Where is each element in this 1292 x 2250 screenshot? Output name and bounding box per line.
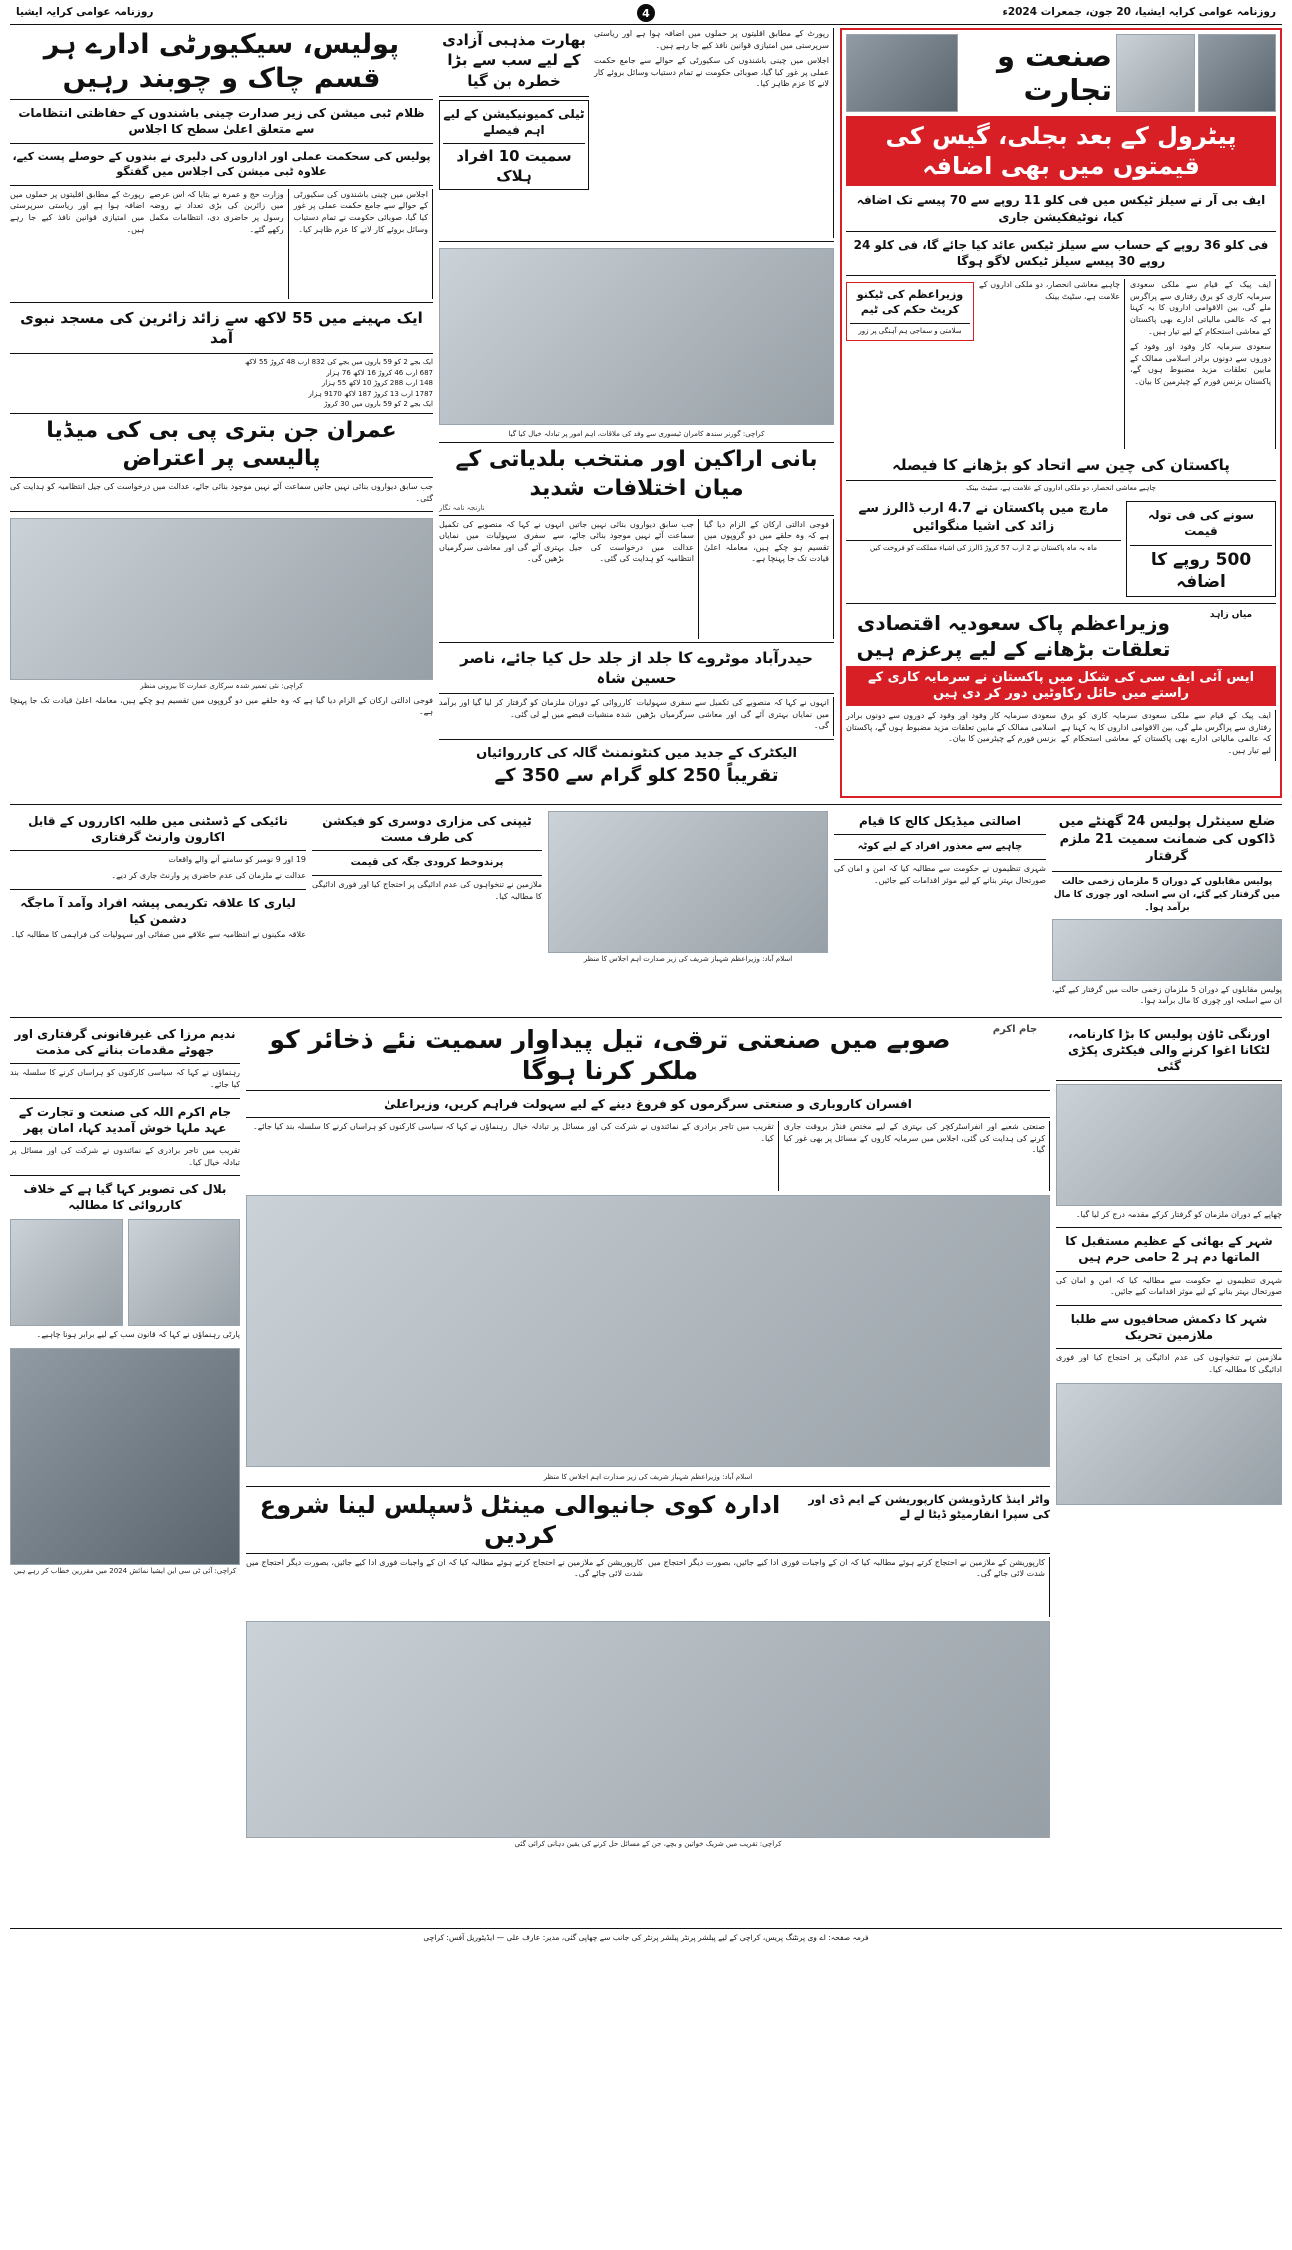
stats-row-0: ایک بجے 2 کو 59 باروں میں بجے کی 832 ارب 48 کروڑ 55 لاکھ bbox=[244, 358, 433, 367]
building-body-p: فوجی ادالتی ارکان کے الزام دیا گیا ہے کہ وہ حلقے میں دو گروپوں میں تقسیم ہو چکے ہیں، معاملہ اعلیٰ قیادت تک جا پہنچا ہے۔ bbox=[10, 695, 433, 717]
med-college-headline: اصالتی میڈیکل کالج کا قیام bbox=[858, 814, 1022, 828]
tech-expo-body-2 bbox=[246, 1557, 643, 1617]
bilawal-headline: بلال کی تصویر کہا گیا ہے کے خلاف کارروائی کا مطالبہ bbox=[23, 1182, 227, 1213]
box-gold bbox=[1126, 501, 1276, 597]
signing-ceremony-caption: کراچی: گورنر سندھ کامران ٹیسوری سے وفد کی ملاقات، اہم امور پر تبادلہ خیال کیا گیا bbox=[508, 430, 765, 438]
islamabad-meeting-column bbox=[548, 811, 828, 1011]
lower-right-column bbox=[1056, 1024, 1282, 1924]
bani-gala-byline: نارنجہ نامہ نگار bbox=[439, 503, 485, 512]
police-body-3-p: رپورٹ کے مطابق اقلیتوں پر حملوں میں اضافہ ہوا ہے اور ریاستی سرپرستی میں امتیازی قوانین نافذ کیے جا رہے ہیں۔ bbox=[10, 189, 145, 234]
ship-photo bbox=[1198, 34, 1277, 112]
top-left-column bbox=[10, 28, 433, 798]
power-load-column bbox=[312, 811, 542, 1011]
itcn-asia-expo-photo bbox=[10, 1348, 240, 1565]
city-police-headline: ضلع سینٹرل پولیس 24 گھنٹے میں ڈاکوں کی ضمانت سمیت 21 ملزم گرفتار bbox=[1058, 814, 1276, 865]
factory-body-3-p: رہنماؤں نے کہا کہ سیاسی کارکنوں کو ہراساں کرنے کا سلسلہ بند کیا جائے۔ bbox=[252, 1122, 508, 1132]
mid-text-a-p: رپورٹ کے مطابق اقلیتوں پر حملوں میں اضافہ ہوا ہے اور ریاستی سرپرستی میں امتیازی قوانین نافذ کیے جا رہے ہیں۔ bbox=[594, 29, 829, 50]
hyd-body-2-p: کارروائی کے دوران ملزمان کو گرفتار کر لیا گیا اور برآمد شدہ منشیات قبضے میں لے لی گئی۔ bbox=[439, 698, 632, 719]
stats-row-2: 148 ارب 288 کروڑ 10 لاکھ 55 ہزار bbox=[321, 379, 433, 388]
police-security-sub: ظلام ٹبی میشن کی زیر صدارت چینی باشندوں کے حفاظتی انتظامات سے متعلق اعلیٰ سطح کا اجلاس bbox=[18, 105, 425, 137]
business-main-banner: پیٹرول کے بعد بجلی، گیس کی قیمتوں میں بھی اضافہ bbox=[846, 116, 1276, 186]
bani-body-2 bbox=[569, 519, 699, 639]
power-load-sub: پرندوخط کرودی جگہ کی قیمت bbox=[350, 857, 504, 869]
bani-body-2-p: جب سابق دیواروں بنائی نہیں جاتیں سماعت آئے نہیں موجود بنائی جائے، عدالت میں درخواست کی جیل انتظامیہ کو ہدایت کی گئی۔ bbox=[569, 519, 694, 564]
business-col-b-text: چاہیے معاشی انحصار، دو ملکی اداروں کے علامت ہے، سٹیٹ بینک bbox=[979, 280, 1120, 301]
rawalpindi-body-p: عدالت نے ملزمان کی عدم حاضری پر وارنٹ جاری کر دیے۔ bbox=[111, 870, 306, 880]
portrait-photo bbox=[1056, 1383, 1282, 1505]
group-photo bbox=[246, 1621, 1050, 1838]
judiciary-body bbox=[10, 481, 433, 508]
stats-row-1: 687 ارب 46 کروڑ 16 لاکھ 76 ہزار bbox=[326, 368, 433, 377]
section-divider-1 bbox=[10, 804, 1282, 805]
transport-body-p: ملازمین نے تنخواہوں کی عدم ادائیگی پر احتجاج کیا اور فوری ادائیگی کا مطالبہ کیا۔ bbox=[1056, 1353, 1282, 1374]
police-security-headline: پولیس، سیکیورٹی ادارے ہر قسم چاک و چوبند رہیں bbox=[43, 29, 400, 94]
box-imports-body: ماہ بہ ماہ پاکستان نے 2 ارب 57 کروڑ ڈالرز کی اشیاء مملکت کو فروخت کیں bbox=[869, 544, 1098, 553]
rawalpindi-body bbox=[10, 854, 306, 885]
lower-region bbox=[10, 1024, 1282, 1924]
drug-bust-headline: الیکٹرک کے جدید میں کنٹونمنٹ گالہ کی کارروائیاں bbox=[476, 745, 797, 761]
tech-expo-body-1 bbox=[648, 1557, 1050, 1617]
page-number: 4 bbox=[637, 4, 655, 22]
section-divider-2 bbox=[10, 1017, 1282, 1018]
business-section bbox=[840, 28, 1282, 798]
karachi-crime-headline: شہر کے بھائی کے عظیم مستقبل کا الماتھا دم ہر 2 حامی حرم ہیں bbox=[1065, 1234, 1273, 1265]
business-subhead-1: ایف بی آر نے سیلز ٹیکس میں فی کلو 11 روپے سے 70 پیسے تک اضافہ کیا، نوٹیفکیشن جاری bbox=[856, 193, 1266, 224]
telecom-box bbox=[439, 100, 589, 190]
nadeem-headline: ندیم مرزا کی غیرقانونی گرفتاری اور جھوٹے مقدمات بنانے کی مذمت bbox=[14, 1027, 236, 1058]
bani-body-3 bbox=[439, 519, 564, 639]
conference-hall-caption: اسلام آباد: وزیراعظم شہباز شریف کی زیر صدارت اہم اجلاس کا منظر bbox=[543, 1473, 753, 1482]
factory-byline: جام اکرم bbox=[992, 1024, 1038, 1035]
factory-headline: صوبے میں صنعتی ترقی، تیل پیداوار سمیت نئے ذخائر کو ملکر کرنا ہوگا bbox=[269, 1025, 951, 1086]
pm-subhead: ایس آئی ایف سی کی شکل میں پاکستان نے سرمایہ کاری کے راستے میں حائل رکاوٹیں دور کر دی ہیں bbox=[846, 666, 1276, 707]
box-technocrat-body: سلامتی و سماجی ہم آہنگی پر زور bbox=[858, 326, 962, 335]
business-col-a-text2: سعودی سرمایہ کار وفود اور وفود کے دوروں سے دونوں برادر اسلامی ممالک کے مابین تعلقات مزید مضبوط ہوں گے، پاکستان بزنس فورم کے چیئرمین کا بیان۔ bbox=[1130, 342, 1271, 386]
orangi-body bbox=[1056, 1209, 1282, 1225]
police-body-1 bbox=[294, 189, 433, 299]
business-header bbox=[846, 34, 1276, 112]
business-col-b bbox=[979, 279, 1125, 449]
middle-region bbox=[10, 811, 1282, 1011]
city-police-body-p: پولیس مقابلوں کے دوران 5 ملزمان زخمی حالت میں گرفتار کیے گئے، ان سے اسلحہ اور چوری کا مال برآمد ہوا۔ bbox=[1052, 984, 1282, 1006]
leader-portrait-1 bbox=[128, 1219, 241, 1326]
top-middle-column bbox=[439, 28, 834, 798]
power-load-headline: ٹیپنی کی مزاری دوسری کو فیکشن کی طرف مست bbox=[322, 814, 532, 845]
building-body bbox=[10, 695, 433, 722]
med-college-sub: چاہیے سے معذور افراد کے لیے کوٹہ bbox=[857, 841, 1023, 853]
box-china-body: چاہیے معاشی انحصار، دو ملکی اداروں کے علامت ہے، سٹیٹ بینک bbox=[966, 484, 1156, 493]
mid-text-a-p2: اجلاس میں چینی باشندوں کی سکیورٹی کے حوالے سے جامع حکمت عملی پر غور کیا گیا، صوبائی حکومت نے تمام دستیاب وسائل بروئے کار لانے کا عزم ظاہر کیا۔ bbox=[594, 56, 829, 89]
medical-college-column bbox=[834, 811, 1046, 1011]
orangi-suspects-photo bbox=[1056, 1084, 1282, 1206]
lower-center-column bbox=[246, 1024, 1050, 1924]
police-body-1-p: اجلاس میں چینی باشندوں کی سکیورٹی کے حوالے سے جامع حکمت عملی پر غور کیا گیا، صوبائی حکومت نے تمام دستیاب وسائل بروئے کار لانے کا عزم ظاہر کیا۔ bbox=[293, 189, 428, 234]
jam-ikram-headline: جام اکرم اللہ کی صنعت و تجارت کے عہد ملہا خوش آمدید کہا، امان پھر bbox=[18, 1104, 232, 1135]
box-technocrat-heading: وزیراعظم کی ٹیکنو کریٹ حکم کی ٹیم bbox=[856, 288, 964, 317]
telecom-headline: ٹیلی کمیونیکیشن کے لیے اہم فیصلے bbox=[443, 106, 585, 137]
business-header-photos bbox=[1116, 34, 1276, 112]
bilawal-body bbox=[10, 1329, 240, 1345]
tech-expo-sub: واٹر اینڈ کارڈویشن کارپوریشن کے ایم ڈی اور کی سپرا انفارمیٹو ڈیٹا لے لے bbox=[808, 1492, 1050, 1522]
pm-body-text1: ایف پیک کے قیام سے ملکی سعودی سرمایہ کاری کو برق رفتاری سے پراگرس ملے گی، بین الاقوامی اداروں کا یہ کہنا ہے کہ عالمی مالیاتی ادارے بھی پاکستان کے معاشی استحکام کے لیے تیار ہیں۔ bbox=[1061, 711, 1271, 756]
mosque-headline: ایک مہینے میں 55 لاکھ سے زائد زائرین کی مسجد نبوی آمد bbox=[20, 308, 423, 348]
liyari-body-p: علاقہ مکینوں نے انتظامیہ سے علاقے میں صفائی اور سہولیات کی فراہمی کا مطالبہ کیا۔ bbox=[10, 929, 306, 939]
jam-ikram-body-p: تقریب میں تاجر برادری کے نمائندوں نے شرکت کی اور مسائل پر تبادلہ خیال کیا۔ bbox=[10, 1145, 240, 1167]
nadeem-body-p: رہنماؤں نے کہا کہ سیاسی کارکنوں کو ہراساں کرنے کا سلسلہ بند کیا جائے۔ bbox=[10, 1068, 240, 1089]
med-college-body-p: شہری تنظیموں نے حکومت سے مطالبہ کیا کہ امن و امان کی صورتحال بہتر بنانے کے لیے موثر اقدامات کیے جائیں۔ bbox=[834, 864, 1046, 885]
judiciary-body-p: جب سابق دیواروں بنائی نہیں جاتیں سماعت آئے نہیں موجود بنائی جائے، عدالت میں درخواست کی جیل انتظامیہ کو ہدایت کی گئی۔ bbox=[10, 482, 433, 503]
drug-bust-sub: تقریباً 250 کلو گرام سے 350 کے bbox=[494, 765, 779, 787]
rawalpindi-headline: نائیکی کے ڈسٹنی میں طلبہ اکارروں کے قابل اکارون وارنٹ گرفتاری bbox=[28, 814, 288, 845]
islamabad-meeting-photo bbox=[548, 811, 828, 953]
nadeem-body bbox=[10, 1067, 240, 1094]
tech-expo-body-2-p: کارپوریشن کے ملازمین نے احتجاج کرتے ہوئے مطالبہ کیا کہ ان کے واجبات فوری ادا کیے جائیں، بصورت دیگر احتجاج میں شدت لائی جائے گی۔ bbox=[246, 1557, 643, 1579]
bilawal-body-p: پارٹی رہنماؤں نے کہا کہ قانون سب کے لیے برابر ہونا چاہیے۔ bbox=[36, 1329, 240, 1339]
conference-hall-photo bbox=[246, 1195, 1050, 1467]
police-security-sub2: پولیس کی سحکمت عملی اور اداروں کی دلیری نے بندوں کے حوصلے پست کیے، علاوہ ٹبی میشن کی اجلاس میں گفتگو bbox=[12, 150, 431, 179]
india-headline: بھارت مذہبی آزادی کے لیے سب سے بڑا خطرہ بن گیا bbox=[442, 31, 586, 90]
orangi-body-p: چھاپے کے دوران ملزمان کو گرفتار کرکے مقدمہ درج کر لیا گیا۔ bbox=[1075, 1209, 1282, 1219]
building-exterior-caption: کراچی: نئی تعمیر شدہ سرکاری عمارت کا بیرونی منظر bbox=[140, 682, 303, 691]
pm-body-col1 bbox=[1061, 710, 1276, 760]
pm-byline: میاں زاہد bbox=[1209, 609, 1253, 620]
box-gold-body: 500 روپے کا اضافہ bbox=[1150, 549, 1252, 592]
power-load-body-p: ملازمین نے تنخواہوں کی عدم ادائیگی پر احتجاج کیا اور فوری ادائیگی کا مطالبہ کیا۔ bbox=[312, 880, 542, 901]
building-exterior-photo bbox=[10, 518, 433, 680]
box-imports-heading: مارچ میں پاکستان نے 4.7 ارب ڈالرز سے زائد کی اشیا منگوائیں bbox=[858, 501, 1109, 534]
stats-table bbox=[10, 357, 433, 410]
liyari-headline: لیاری کا علاقہ تکریمی پیشہ افراد وآمد آ ماجگہ دشمن کیا bbox=[20, 895, 296, 926]
tech-expo-body-1-p: کارپوریشن کے ملازمین نے احتجاج کرتے ہوئے مطالبہ کیا کہ ان کے واجبات فوری ادا کیے جائیں، بصورت دیگر احتجاج میں شدت لائی جائے گی۔ bbox=[648, 1557, 1045, 1579]
hyd-body-1-p: انہوں نے کہا کہ منصوبے کی تکمیل سے سفری سہولیات میں نمایاں بہتری آئے گی اور معاشی سرگرمیاں بڑھیں گی۔ bbox=[636, 698, 829, 731]
police-body-2 bbox=[149, 189, 288, 299]
transport-body bbox=[1056, 1352, 1282, 1379]
pm-headline: وزیراعظم پاک سعودیہ اقتصادی تعلقات بڑھانے کے لیے پرعزم ہیں bbox=[856, 610, 1171, 661]
hyd-body-1 bbox=[637, 697, 835, 736]
liyari-body bbox=[10, 929, 306, 945]
box-gold-heading: سونے کی فی تولہ قیمت bbox=[1147, 508, 1255, 539]
telecom-sub: سمیت 10 افراد ہلاک bbox=[456, 147, 572, 185]
orangi-headline: اورنگی ٹاؤن پولیس کا بڑا کارنامہ، لٹکانا اغوا کرنے والی فیکٹری پکڑی گئی bbox=[1067, 1027, 1271, 1074]
itcn-asia-caption: کراچی: آئی ٹی سی این ایشیا نمائش 2024 میں مقررین خطاب کر رہے ہیں bbox=[13, 1567, 237, 1576]
box-technocrat bbox=[846, 282, 974, 340]
pm-body-col2 bbox=[846, 710, 1056, 760]
arrested-suspects-photo bbox=[1052, 919, 1282, 981]
hyd-body-2 bbox=[439, 697, 632, 736]
business-subhead-2: فی کلو 36 روپے کے حساب سے سیلز ٹیکس عائد کیا جائے گا، فی کلو 24 روپے 30 پیسے سیلز ٹیکس لاگو ہوگا bbox=[853, 237, 1269, 269]
factory-sub: افسران کاروباری و صنعتی سرگرموں کو فروغ دینے کے لیے سہولت فراہم کریں، وزیراعلیٰ bbox=[384, 1096, 912, 1111]
pm-body-text2: سعودی سرمایہ کار وفود اور وفود کے دوروں سے دونوں برادر اسلامی ممالک کے مابین تعلقات مزید مضبوط ہوں گے، پاکستان بزنس فورم کے چیئرمین کا بیان۔ bbox=[846, 711, 1056, 744]
rawalpindi-sub: 19 اور 9 نومبر کو سامنے آنے والے واقعات bbox=[168, 855, 306, 865]
group-photo-caption: کراچی: تقریب میں شریک خواتین و بچے، جن کے مسائل حل کرنے کی یقین دہانی کرائی گئی bbox=[514, 1839, 782, 1848]
bani-body-1 bbox=[704, 519, 834, 639]
hyderabad-headline: حیدرآباد موٹروے کا جلد از جلد حل کیا جائے، ناصر حسین شاہ bbox=[460, 648, 813, 687]
factory-body-1 bbox=[784, 1121, 1050, 1191]
city-police-sub: پولیس مقابلوں کے دوران 5 ملزمان زخمی حالت میں گرفتار کیے گئے، ان سے اسلحہ اور چوری کا مال برآمد ہوا۔ bbox=[1053, 877, 1281, 913]
leader-portrait-2 bbox=[10, 1219, 123, 1326]
stats-row-3: 1787 ارب 13 کروڑ 187 لاکھ 9170 ہزار bbox=[308, 389, 433, 398]
tech-expo-headline: ادارہ کوی جانیوالی مینٹل ڈسپلس لینا شروع کردیں bbox=[259, 1490, 781, 1549]
rawalpindi-column bbox=[10, 811, 306, 1011]
masthead-right-title: روزنامہ عوامی کرایہ ایشیا bbox=[16, 6, 154, 18]
police-body-3 bbox=[10, 189, 144, 299]
karachi-crime-body bbox=[1056, 1275, 1282, 1302]
factory-body-2-p: تقریب میں تاجر برادری کے نمائندوں نے شرکت کی اور مسائل پر تبادلہ خیال کیا۔ bbox=[512, 1122, 774, 1143]
lower-left-column bbox=[10, 1024, 240, 1924]
bani-body-3-p: انہوں نے کہا کہ منصوبے کی تکمیل سے سفری سہولیات میں نمایاں بہتری آئے گی اور معاشی سرگرمیاں بڑھیں گی۔ bbox=[439, 519, 564, 564]
business-col-a-text: ایف پیک کے قیام سے ملکی سعودی سرمایہ کاری کو برق رفتاری سے پراگرس ملے گی، بین الاقوامی اداروں کا یہ کہنا ہے کہ عالمی مالیاتی ادارے بھی پاکستان کے معاشی استحکام کے لیے تیار ہیں۔ bbox=[1130, 280, 1271, 336]
bani-gala-headline: بانی اراکین اور منتخب بلدیاتی کے میان اختلافات شدید bbox=[455, 447, 818, 502]
factory-body-1-p: صنعتی شعبے اور انفراسٹرکچر کی بہتری کے لیے مختص فنڈز بروقت جاری کرنے کی ہدایت کی گئی، اجلاس میں سرمایہ کاروں کے مسائل پر بھی غور کیا گیا۔ bbox=[783, 1122, 1045, 1155]
stock-screen-photo bbox=[846, 34, 958, 112]
business-section-title: صنعت و تجارت bbox=[996, 39, 1112, 107]
med-college-body bbox=[834, 863, 1046, 890]
power-load-body bbox=[312, 879, 542, 906]
jam-ikram-body bbox=[10, 1145, 240, 1172]
judiciary-headline: عمران جن بتری پی بی کی میڈیا پالیسی پر اعتراض bbox=[46, 417, 397, 472]
city-police-body bbox=[1052, 984, 1282, 1011]
masthead-divider bbox=[10, 24, 1282, 25]
islamabad-meeting-caption: اسلام آباد: وزیراعظم شہباز شریف کی زیر صدارت اہم اجلاس کا منظر bbox=[583, 955, 793, 963]
factory-body-2 bbox=[512, 1121, 778, 1191]
building-photo bbox=[1116, 34, 1195, 112]
top-region bbox=[10, 28, 1282, 798]
business-col-a bbox=[1130, 279, 1276, 449]
masthead-left-date: روزنامہ عوامی کرایہ ایشیا، 20 جون، جمعرات 2024ء bbox=[1002, 6, 1276, 18]
page-footer: فرمہ صفحہ: اے وی پرنٹنگ پریس، کراچی کے لیے پبلشر پرنٹر پبلشر پرنٹر کی جانب سے چھاپی گئی، مدیر: عارف علی — ایڈیٹوریل آفس: کراچی bbox=[10, 1928, 1282, 1943]
box-china-heading: پاکستان کی چین سے اتحاد کو بڑھانے کا فیصلہ bbox=[892, 456, 1230, 475]
mid-text-a bbox=[594, 28, 834, 238]
masthead bbox=[10, 6, 1282, 21]
transport-headline: شہر کا دکمش صحافیوں سے طلبا ملازمین تحریک bbox=[1070, 1311, 1268, 1342]
factory-body-3 bbox=[246, 1121, 507, 1191]
city-police-column bbox=[1052, 811, 1282, 1011]
police-body-2-p: وزارت حج و عمرہ نے بتایا کہ اس عرصے میں زائرین کی بڑی تعداد نے روضہ رسول پر حاضری دی، انتظامات مکمل رکھے گئے۔ bbox=[149, 189, 284, 234]
signing-ceremony-photo bbox=[439, 248, 834, 425]
karachi-crime-body-p: شہری تنظیموں نے حکومت سے مطالبہ کیا کہ امن و امان کی صورتحال بہتر بنانے کے لیے موثر اقدامات کیے جائیں۔ bbox=[1056, 1275, 1282, 1297]
stats-row-4: ایک بجے 2 کو 59 باروں میں 30 کروڑ bbox=[324, 400, 433, 409]
bani-body-1-p: فوجی ادالتی ارکان کے الزام دیا گیا ہے کہ وہ حلقے میں دو گروپوں میں تقسیم ہو چکے ہیں، معاملہ اعلیٰ قیادت تک جا پہنچا ہے۔ bbox=[704, 519, 829, 564]
